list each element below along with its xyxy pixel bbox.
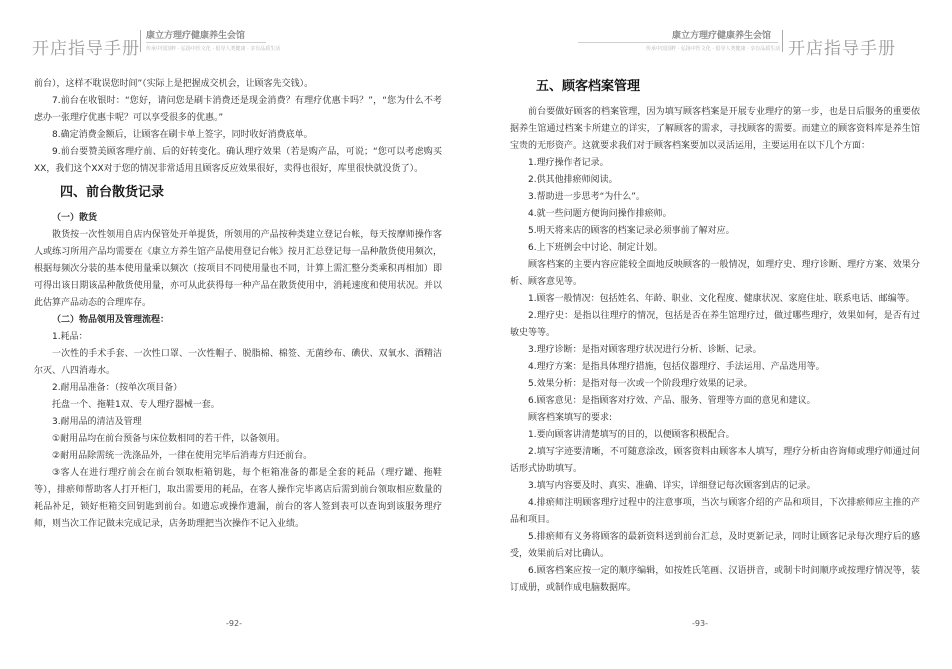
paragraph: 顾客档案填写的要求:	[528, 413, 613, 423]
brand-slogan: 传承中国国粹 · 弘扬中医文化 · 倡导人类健康 · 享有品质生活	[146, 46, 281, 52]
subsection-heading: （二）物品领用及管理流程：	[52, 315, 170, 325]
paragraph: 3.帮助进一步思考“为什么”。	[528, 192, 645, 202]
right-body	[510, 76, 920, 597]
left-body	[34, 76, 442, 533]
paragraph: 4.排瘀师注明顾客理疗过程中的注意事项，当次与顾客介绍的产品和项目，下次排瘀师应主推的产品和项目。	[510, 498, 920, 525]
section-heading: 四、前台散货记录	[60, 185, 165, 200]
header-rule	[578, 42, 778, 43]
paragraph: 2.耐用品准备：（按单次项目备）	[52, 383, 183, 393]
paragraph: 2.供其他排瘀师阅读。	[528, 175, 618, 185]
paragraph: 1.顾客一般情况：包括姓名、年龄、职业、文化程度、健康状况、家庭住址、联系电话、邮编等。	[528, 294, 915, 304]
paragraph: ①耐用品均在前台预备与床位数相同的若干件，以备领用。	[52, 434, 286, 444]
paragraph: 6.上下班例会中讨论、制定计划。	[528, 243, 663, 253]
paragraph: ②耐用品除需统一洗涤品外，一律在使用完毕后消毒方归还前台。	[52, 451, 313, 461]
paragraph: 5.排瘀师有义务将顾客的最新资料送到前台汇总，及时更新记录，同时让顾客记录每次理疗后的感受，效果前后对比确认。	[510, 532, 920, 559]
left-header	[0, 28, 476, 64]
right-page	[476, 0, 952, 669]
paragraph: 2.填写字迹要清晰，不可随意涂改，顾客资料由顾客本人填写，理疗分析由咨询师或理疗师通过问话形式协助填写。	[510, 447, 920, 474]
paragraph: 1.理疗操作者记录。	[528, 158, 609, 168]
paragraph: 3.理疗诊断：是指对顾客理疗状况进行分析、诊断、记录。	[528, 345, 762, 355]
paragraph: 3.填写内容要及时、真实、准确、详实，详细登记每次顾客到店的记录。	[528, 481, 816, 491]
brand-name: 康立方理疗健康养生会馆	[146, 31, 246, 41]
paragraph: 一次性的手术手套、一次性口罩、一次性帽子、脱脂棉、棉签、无菌纱布、碘伏、双氧水、酒精洁尔灭、八四消毒水。	[34, 349, 442, 376]
paragraph: 4.就一些问题方便询问操作排瘀师。	[528, 209, 672, 219]
paragraph: 6.顾客档案应按一定的顺序编辑，如按姓氏笔画、汉语拼音，或制卡时间顺序或按理疗情况等，装订成册，或制作成电脑数据库。	[510, 566, 920, 593]
header-rule	[146, 42, 266, 43]
paragraph: 托盘一个、拖鞋1双、专人理疗器械一套。	[52, 400, 220, 410]
paragraph: 2.理疗史：是指以往理疗的情况，包括是否在养生馆理疗过，做过哪些理疗，效果如何，是否有过敏史等等。	[510, 311, 920, 338]
header-title: 开店指导手册	[788, 39, 896, 59]
paragraph: 7.前台在收银时：“您好，请问您是刷卡消费还是现金消费？有理疗优惠卡吗？”，“您为什么不考虑办一张理疗优惠卡呢？可以享受很多的优惠。”	[34, 96, 442, 123]
page-number: -92-	[226, 619, 242, 628]
paragraph: 1.要向顾客讲清楚填写的目的，以便顾客积极配合。	[528, 430, 735, 440]
brand-name: 康立方理疗健康养生会馆	[672, 31, 772, 41]
page-number: -93-	[692, 619, 708, 628]
header-separator	[782, 30, 783, 52]
right-header	[476, 28, 952, 64]
paragraph: 1.耗品：	[52, 332, 88, 342]
header-title: 开店指导手册	[32, 39, 140, 59]
paragraph: 9.前台要赞美顾客理疗前、后的好转变化。确认理疗效果（若是购产品，可说；“您可以考虑购买XX，我们这个XX对于您的情况非常适用且顾客反应效果很好，卖得也很好，库里很快就没货了）。	[34, 147, 442, 174]
section-heading: 五、顾客档案管理	[536, 79, 641, 94]
paragraph: 5.明天将来店的顾客的档案记录必须事前了解对应。	[528, 226, 735, 236]
paragraph: 前台要做好顾客的档案管理，因为填写顾客档案是开展专业理疗的第一步，也是日后服务的重要依据养生馆通过档案卡所建立的详实，了解顾客的需求，寻找顾客的需要。而建立的顾客资料库是养生馆宝贵的无形资产。这就要求我们对于顾客档案要加以灵活运用，主要运用在以下几个方面：	[510, 107, 920, 151]
header-separator	[140, 30, 141, 52]
subsection-heading: （一）散货	[52, 213, 98, 223]
paragraph: 前台），这样不耽误您时间”（实际上是把握成交机会，让顾客先交钱）。	[34, 79, 314, 89]
paragraph: 6.顾客意见：是指顾客对疗效、产品、服务、管理等方面的意见和建议。	[528, 396, 816, 406]
paragraph: 4.理疗方案：是指具体理疗措施，包括仪器理疗、手法运用、产品选用等。	[528, 362, 825, 372]
paragraph: 散货按一次性领用自店内保管处开单提货，所领用的产品按种类建立登记台帐，每天按摩师操作客人或练习所用产品均需要在《康立方养生馆产品使用登记台帐》按月汇总登记每一品种散货使用频次，根据每频次分装的基本使用量乘以频次（按项目不同使用量也不同，计算上需汇整分类乘积再相加）即可得出该日期该品种散货使用量，亦可从此获得每一种产品在散货使用中，消耗速度和使用状况。并以此估算产品动态的合理库存。	[34, 230, 442, 308]
paragraph: 5.效果分析：是指对每一次或一个阶段理疗效果的记录。	[528, 379, 753, 389]
paragraph: 3.耐用品的清洁及管理	[52, 417, 142, 427]
brand-slogan: 传承中国国粹 · 弘扬中医文化 · 倡导人类健康 · 享有品质生活	[646, 46, 781, 52]
paragraph: 顾客档案的主要内容应能较全面地反映顾客的一般情况，如理疗史、理疗诊断、理疗方案、效果分析、顾客意见等。	[510, 260, 920, 287]
paragraph: 8.确定消费金额后，让顾客在刷卡单上签字，同时收好消费底单。	[52, 130, 313, 140]
paragraph: ③客人在进行理疗前会在前台领取柜箱钥匙，每个柜箱准备的都是全套的耗品（理疗罐、拖鞋等），排瘀师帮助客人打开柜门，取出需要用的耗品，在客人操作完毕离店后需到前台领取相应数量的耗品补足，锁好柜箱交回钥匙到前台。如遗忘或操作遗漏，前台的客人签到表可以查询到该服务理疗师，则当次工作记做未完成记录，店务助理把当次操作不记入业绩。	[34, 468, 442, 529]
